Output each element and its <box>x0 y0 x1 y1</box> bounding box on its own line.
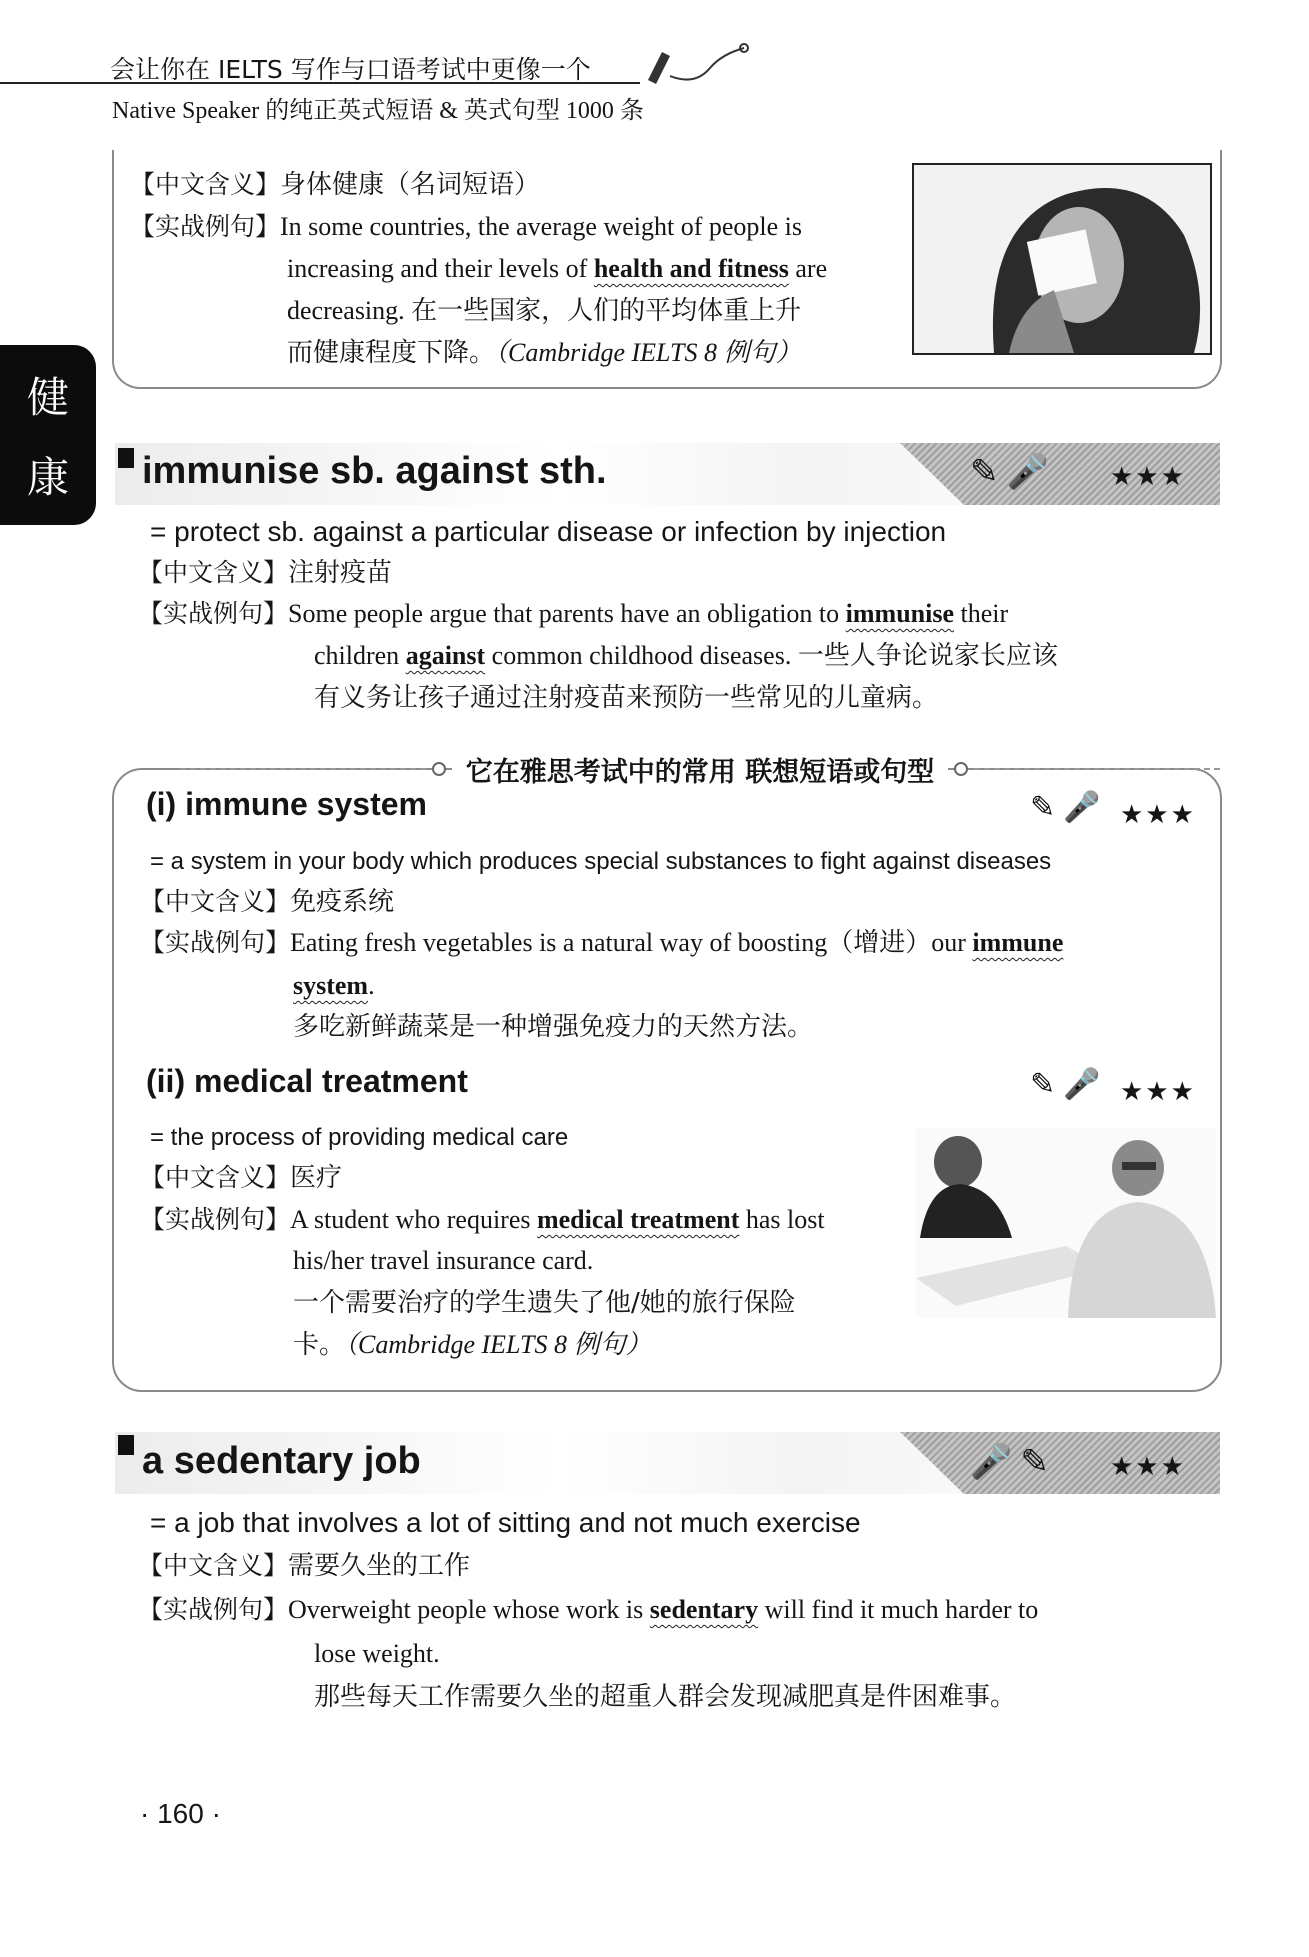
keyword-health-and-fitness: health and fitness <box>593 254 789 283</box>
assoc-item-2-example-row-1: 【实战例句】A student who requires medical treatment has lost <box>140 1205 825 1234</box>
entry1-definition: = protect sb. against a particular disease or infection by injection <box>150 516 947 547</box>
sneezing-woman-photo <box>912 163 1212 355</box>
chinese-meaning-label: 【中文含义】 <box>140 1163 291 1192</box>
headword-sedentary-job: a sedentary job <box>142 1440 421 1482</box>
chinese-meaning-label: 【中文含义】 <box>130 170 281 199</box>
assoc-item-medical-treatment-heading: (ii) medical treatment <box>146 1063 468 1099</box>
keyword-immunise: immunise <box>845 599 955 628</box>
microphone-icon: 🎤 <box>1063 790 1109 825</box>
assoc-item-1-meaning-row: 【中文含义】免疫系统 <box>140 887 395 917</box>
keyword-sedentary: sedentary <box>649 1595 759 1624</box>
keyword-immune: immune <box>972 928 1064 957</box>
pencil-icon: ✎ <box>970 452 1007 492</box>
assoc-item-1-example-row-1: 【实战例句】Eating fresh vegetables is a natural way of boosting（增进）our immune <box>140 928 1064 957</box>
microphone-icon: 🎤 <box>1006 452 1057 492</box>
pencil-icon: ✎ <box>1020 1442 1057 1482</box>
association-title: 它在雅思考试中的常用 联想短语或句型 <box>452 750 948 789</box>
keyword-medical-treatment: medical treatment <box>536 1205 740 1234</box>
headword-bullet <box>118 448 134 468</box>
side-tab-char-2: 康 <box>26 453 69 502</box>
example-label: 【实战例句】 <box>140 928 291 957</box>
entry2-example-row-1: 【实战例句】Overweight people whose work is sedentary will find it much harder to <box>138 1595 1039 1624</box>
pencil-microphone-icons <box>970 452 1057 492</box>
top-entry-meaning-row <box>130 165 540 205</box>
microphone-icon: 🎤 <box>970 1442 1021 1482</box>
top-entry-meaning: 身体健康（名词短语） <box>280 170 541 200</box>
example-label: 【实战例句】 <box>138 1595 289 1624</box>
page-number: · 160 · <box>140 1798 221 1829</box>
medical-consultation-photo <box>916 1128 1216 1318</box>
top-entry-example-row-3: decreasing. 在一些国家，人们的平均体重上升 <box>287 296 802 326</box>
keyword-system: system <box>293 971 369 1000</box>
side-tab-char-1: 健 <box>26 373 69 422</box>
assoc-item-2-example-row-3: 一个需要治疗的学生遗失了他/她的旅行保险 <box>293 1288 796 1318</box>
assoc-item-1-example-row-3: 多吃新鲜蔬菜是一种增强免疫力的天然方法。 <box>293 1012 814 1042</box>
entry2-definition: = a job that involves a lot of sitting and not much exercise <box>150 1507 861 1538</box>
assoc-item-2-example-row-2: his/her travel insurance card. <box>293 1246 594 1275</box>
entry2-example-row-2: lose weight. <box>314 1639 440 1668</box>
assoc-item-2-definition: = the process of providing medical care <box>150 1124 569 1151</box>
chinese-meaning-label: 【中文含义】 <box>138 1551 289 1580</box>
importance-stars: ★★★ <box>1120 1077 1196 1107</box>
importance-stars: ★★★ <box>1110 1452 1186 1482</box>
header-title-line2: Native Speaker 的纯正英式短语 & 英式句型 1000 条 <box>112 98 644 124</box>
assoc-item-2-example-row-4: 卡。（Cambridge IELTS 8 例句） <box>293 1330 652 1360</box>
pencil-icon: ✎ <box>1030 790 1064 825</box>
top-entry-example-row-1: 【实战例句】In some countries, the average weight of people is <box>130 212 803 241</box>
headword-immunise: immunise sb. against sth. <box>142 450 607 492</box>
assoc-item-1-example-row-2: system. <box>293 971 375 1000</box>
assoc-item-immune-system-heading: (i) immune system <box>146 786 427 822</box>
top-entry-example-row-4: 而健康程度下降。（Cambridge IELTS 8 例句） <box>287 338 802 368</box>
association-title-row <box>180 752 1220 786</box>
pencil-icon: ✎ <box>1030 1067 1064 1102</box>
entry1-meaning-row <box>138 553 392 593</box>
chinese-meaning-label: 【中文含义】 <box>138 558 289 587</box>
chapter-side-tab <box>0 345 96 525</box>
entry1-example-row-3: 有义务让孩子通过注射疫苗来预防一些常见的儿童病。 <box>314 683 939 713</box>
assoc-item-1-definition: = a system in your body which produces special substances to fight against diseases <box>150 848 1052 875</box>
header-rule <box>0 82 640 84</box>
entry1-meaning: 注射疫苗 <box>288 558 393 588</box>
microphone-icon: 🎤 <box>1063 1067 1109 1102</box>
pen-flourish-icon <box>640 40 750 90</box>
entry1-example-row-1: 【实战例句】Some people argue that parents have an obligation to immunise their <box>138 599 1009 628</box>
pencil-microphone-icons <box>1030 790 1109 825</box>
entry1-example-row-2: children against common childhood diseases. 一些人争论说家长应该 <box>314 641 1058 671</box>
keyword-against: against <box>405 641 486 670</box>
example-label: 【实战例句】 <box>140 1205 291 1234</box>
assoc-item-2-meaning-row: 【中文含义】医疗 <box>140 1163 343 1193</box>
header-title-line1: 会让你在 IELTS 写作与口语考试中更像一个 <box>110 55 591 84</box>
example-label: 【实战例句】 <box>130 212 281 241</box>
importance-stars: ★★★ <box>1110 462 1186 492</box>
pencil-microphone-icons <box>1030 1067 1109 1102</box>
importance-stars: ★★★ <box>1120 800 1196 830</box>
entry2-example-row-3: 那些每天工作需要久坐的超重人群会发现减肥真是件困难事。 <box>314 1682 1017 1712</box>
example-label: 【实战例句】 <box>138 599 289 628</box>
entry2-meaning-row: 【中文含义】需要久坐的工作 <box>138 1551 471 1581</box>
microphone-pencil-icons <box>970 1442 1057 1482</box>
top-entry-example-row-2: increasing and their levels of health and fitness are <box>287 254 828 283</box>
headword-bullet <box>118 1435 134 1455</box>
chinese-meaning-label: 【中文含义】 <box>140 887 291 916</box>
